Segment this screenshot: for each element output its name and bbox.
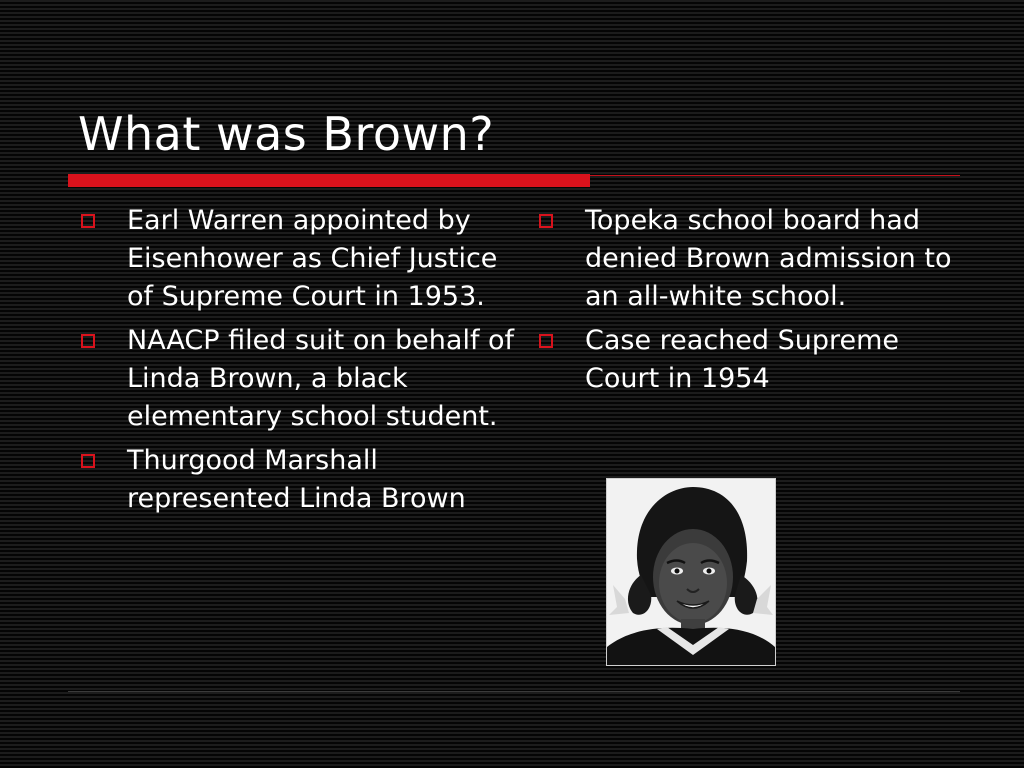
square-bullet-icon (539, 214, 553, 228)
bullet-item (534, 202, 964, 316)
square-bullet-icon (81, 334, 95, 348)
right-bullet-list (534, 202, 964, 404)
square-bullet-icon (539, 334, 553, 348)
left-bullet-list (76, 202, 516, 524)
title-underline-thin (590, 175, 960, 176)
title-underline-thick (68, 174, 590, 187)
portrait-photo-icon (607, 479, 775, 665)
bullet-text: Case reached Supreme Court in 1954 (585, 325, 900, 394)
bullet-text: Topeka school board had denied Brown admission to an all-white school. (585, 205, 952, 312)
slide-title: What was Brown? (78, 107, 495, 161)
bullet-item (76, 202, 516, 316)
bullet-text: Earl Warren appointed by Eisenhower as Chief Justice of Supreme Court in 1953. (127, 205, 498, 312)
bullet-item (76, 442, 516, 518)
bullet-item (76, 322, 516, 436)
square-bullet-icon (81, 214, 95, 228)
square-bullet-icon (81, 454, 95, 468)
footer-divider (68, 691, 960, 692)
bullet-text: Thurgood Marshall represented Linda Brown (127, 445, 466, 514)
bullet-item (534, 322, 964, 398)
portrait-photo (606, 478, 776, 666)
bullet-text: NAACP filed suit on behalf of Linda Brown, a black elementary school student. (127, 325, 515, 432)
